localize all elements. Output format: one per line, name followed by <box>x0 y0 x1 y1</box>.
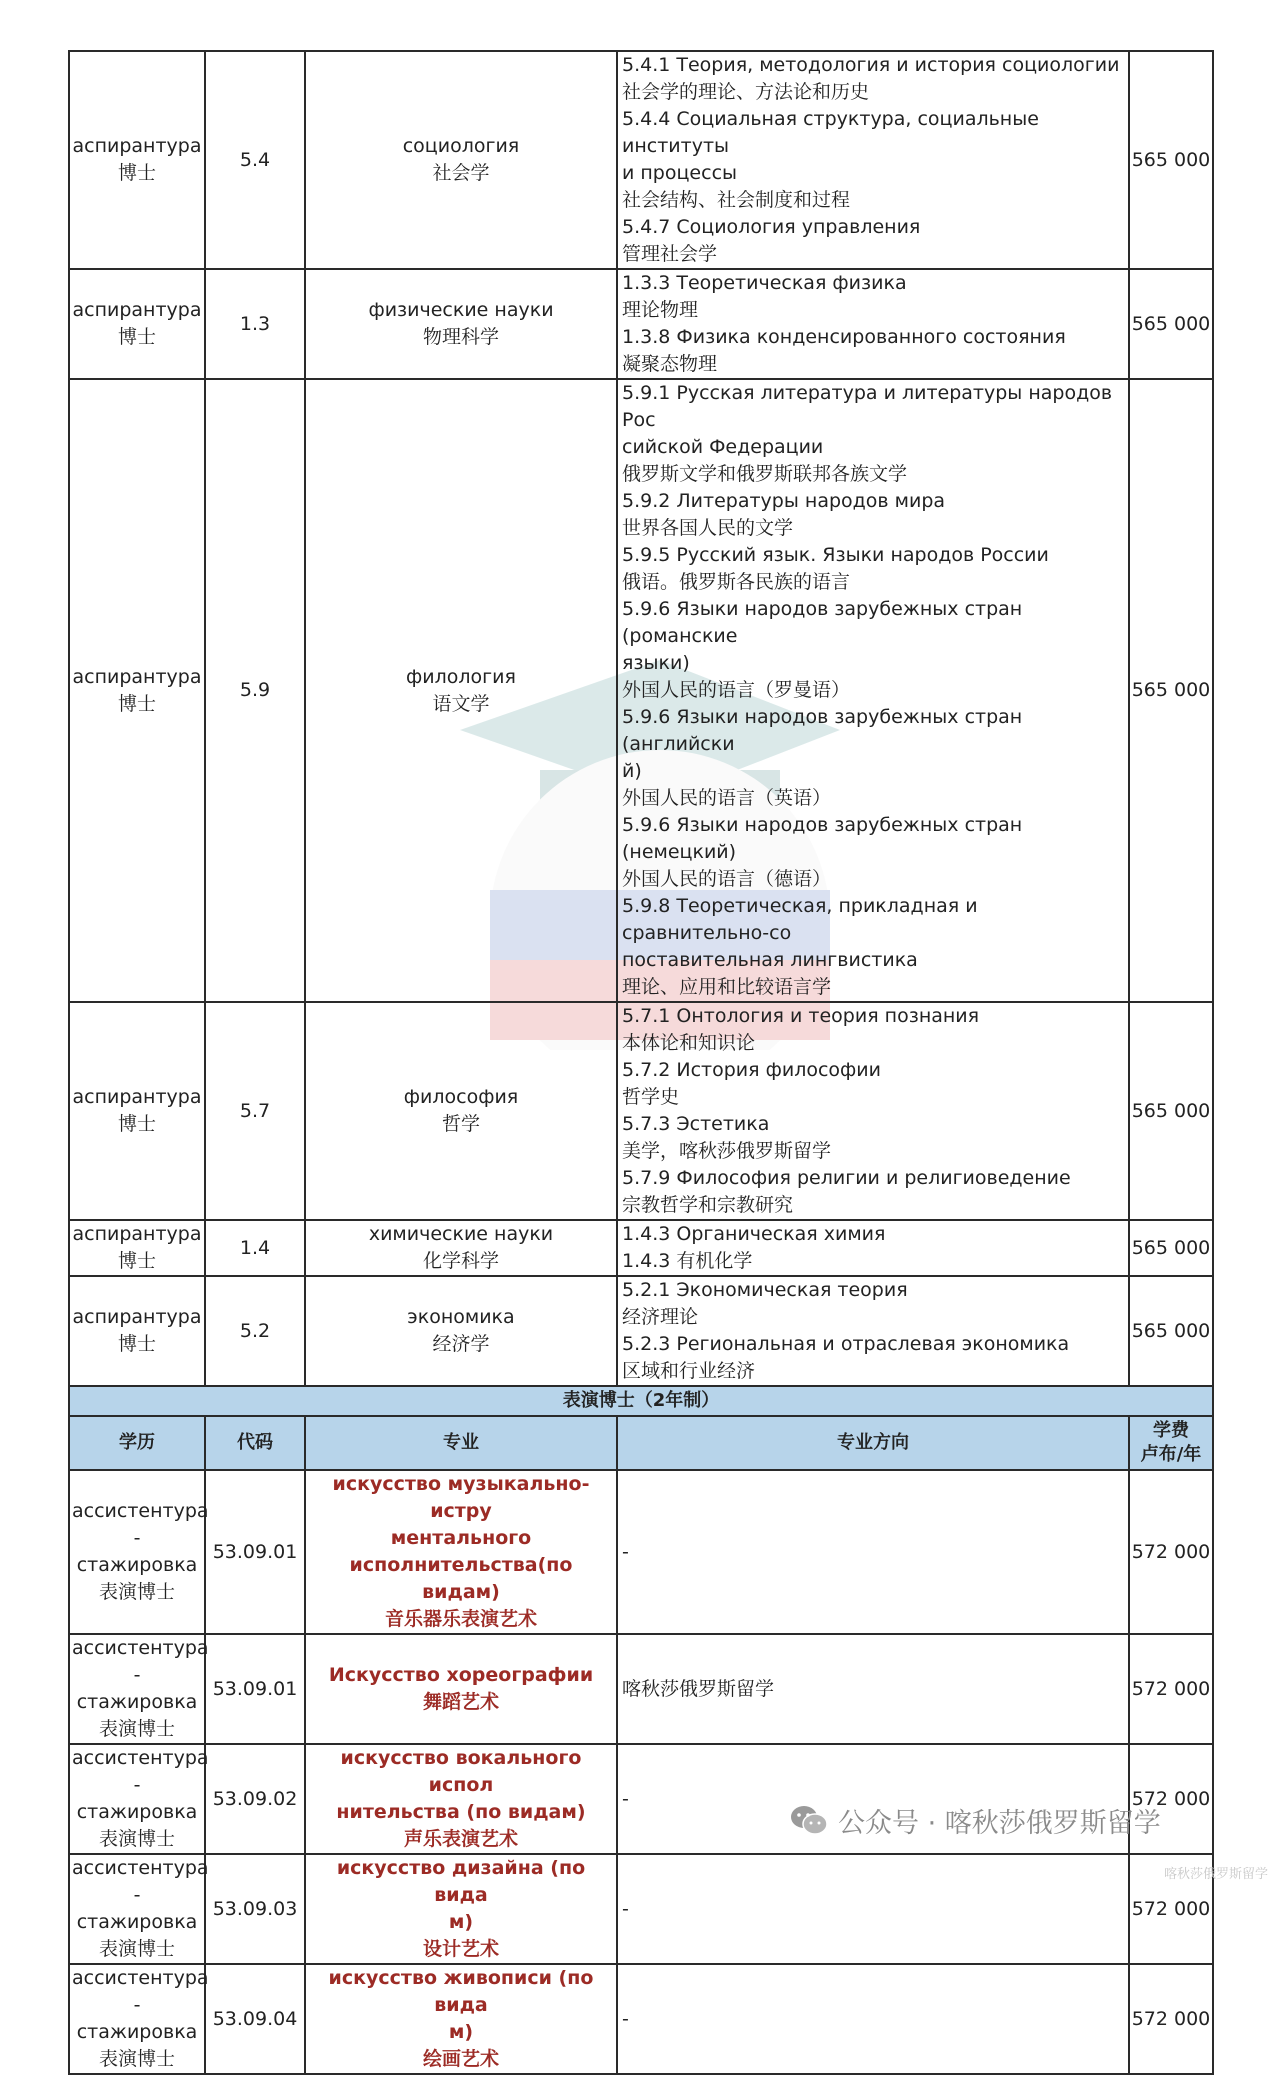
code-cell: 5.9 <box>205 379 305 1002</box>
major-cell: физические науки 物理科学 <box>305 269 617 379</box>
programs-table <box>68 50 1214 2075</box>
code-cell: 53.09.02 <box>205 1744 305 1854</box>
table-row <box>69 379 1213 1002</box>
fee-cell: 565 000 <box>1129 51 1213 269</box>
header-code: 代码 <box>205 1416 305 1470</box>
wechat-watermark <box>790 1800 1161 1840</box>
wechat-icon <box>790 1804 828 1836</box>
level-cell: ассистентура - стажировка 表演博士 <box>69 1744 205 1854</box>
code-cell: 53.09.03 <box>205 1854 305 1964</box>
code-cell: 1.4 <box>205 1220 305 1276</box>
section-title: 表演博士（2年制） <box>69 1386 1213 1416</box>
header-major: 专业 <box>305 1416 617 1470</box>
header-fee: 学费 卢布/年 <box>1129 1416 1213 1470</box>
code-cell: 53.09.04 <box>205 1964 305 2074</box>
table-row <box>69 1854 1213 1964</box>
code-cell: 53.09.01 <box>205 1470 305 1634</box>
major-cell: экономика 经济学 <box>305 1276 617 1386</box>
fee-cell: 565 000 <box>1129 269 1213 379</box>
art-programs-section <box>69 1386 1213 2074</box>
code-cell: 53.09.01 <box>205 1634 305 1744</box>
fee-cell: 572 000 <box>1129 1854 1213 1964</box>
level-cell: аспирантура 博士 <box>69 1220 205 1276</box>
table-row <box>69 1634 1213 1744</box>
code-cell: 5.4 <box>205 51 305 269</box>
header-direction: 专业方向 <box>617 1416 1129 1470</box>
direction-cell: 5.9.1 Русская литература и литературы народов Рос сийской Федерации 俄罗斯文学和俄罗斯联邦各族文学 5.9.2 Литературы народов мира 世界各国人民的文学 5.9.5 Русский язык. Языки народов России 俄语。俄罗斯各民族的语言 5.9.6 Языки народов зарубежных стран (романские языки) 外国人民的语言（罗曼语） 5.9.6 Языки народов зарубежных стран (английски й) 外国人民的语言（英语） 5.9.6 Языки народов зарубежных стран (немецкий) 外国人民的语言（德语） 5.9.8 Теоретическая, прикладная и сравнительно-со поставительная лингвистика 理论、应用和比较语言学 <box>617 379 1129 1002</box>
major-cell: социология 社会学 <box>305 51 617 269</box>
direction-cell: 1.3.3 Теоретическая физика 理论物理 1.3.8 Физика конденсированного состояния 凝聚态物理 <box>617 269 1129 379</box>
fee-cell: 572 000 <box>1129 1964 1213 2074</box>
table-row <box>69 269 1213 379</box>
table-row <box>69 51 1213 269</box>
direction-cell: - <box>617 1470 1129 1634</box>
table-row <box>69 1002 1213 1220</box>
level-cell: ассистентура - стажировка 表演博士 <box>69 1964 205 2074</box>
major-cell: искусство дизайна (по вида м) 设计艺术 <box>305 1854 617 1964</box>
level-cell: ассистентура - стажировка 表演博士 <box>69 1470 205 1634</box>
level-cell: ассистентура - стажировка 表演博士 <box>69 1854 205 1964</box>
level-cell: аспирантура 博士 <box>69 379 205 1002</box>
tuition-table-sheet <box>68 50 1212 2075</box>
table-header-row <box>69 1416 1213 1470</box>
fee-cell: 572 000 <box>1129 1470 1213 1634</box>
header-level: 学历 <box>69 1416 205 1470</box>
table-row <box>69 1964 1213 2074</box>
fee-cell: 572 000 <box>1129 1634 1213 1744</box>
direction-cell: 5.2.1 Экономическая теория 经济理论 5.2.3 Региональная и отраслевая экономика 区域和行业经济 <box>617 1276 1129 1386</box>
direction-cell: 5.7.1 Онтология и теория познания 本体论和知识论 5.7.2 История философии 哲学史 5.7.3 Эстетика 美学，喀秋莎俄罗斯留学 5.7.9 Философия религии и религиоведение 宗教哲学和宗教研究 <box>617 1002 1129 1220</box>
major-cell: искусство живописи (по вида м) 绘画艺术 <box>305 1964 617 2074</box>
level-cell: аспирантура 博士 <box>69 51 205 269</box>
table-row <box>69 1276 1213 1386</box>
direction-cell: 1.4.3 Органическая химия 1.4.3 有机化学 <box>617 1220 1129 1276</box>
direction-cell: - <box>617 1854 1129 1964</box>
code-cell: 5.7 <box>205 1002 305 1220</box>
major-cell: химические науки 化学科学 <box>305 1220 617 1276</box>
major-cell: филология 语文学 <box>305 379 617 1002</box>
fee-cell: 565 000 <box>1129 379 1213 1002</box>
table-row <box>69 1470 1213 1634</box>
level-cell: аспирантура 博士 <box>69 1002 205 1220</box>
direction-cell: 5.4.1 Теория, методология и история социологии 社会学的理论、方法论和历史 5.4.4 Социальная структура, социальные институты и процессы 社会结构、社会制度和过程 5.4.7 Социология управления 管理社会学 <box>617 51 1129 269</box>
major-cell: философия 哲学 <box>305 1002 617 1220</box>
direction-cell: - <box>617 1964 1129 2074</box>
watermark-text: 公众号 · 喀秋莎俄罗斯留学 <box>838 1807 1161 1839</box>
direction-cell: 喀秋莎俄罗斯留学 <box>617 1634 1129 1744</box>
major-cell: Искусство хореографии 舞蹈艺术 <box>305 1634 617 1744</box>
fee-cell: 565 000 <box>1129 1220 1213 1276</box>
regular-programs-section <box>69 51 1213 1386</box>
level-cell: аспирантура 博士 <box>69 1276 205 1386</box>
major-cell: искусство вокального испол нительства (по видам) 声乐表演艺术 <box>305 1744 617 1854</box>
section-title-row <box>69 1386 1213 1416</box>
fee-cell: 565 000 <box>1129 1002 1213 1220</box>
table-row <box>69 1220 1213 1276</box>
level-cell: ассистентура - стажировка 表演博士 <box>69 1634 205 1744</box>
major-cell: искусство музыкально-истру ментального исполнительства(по видам) 音乐器乐表演艺术 <box>305 1470 617 1634</box>
level-cell: аспирантура 博士 <box>69 269 205 379</box>
direction-cell: - <box>617 1744 1129 1854</box>
code-cell: 5.2 <box>205 1276 305 1386</box>
fee-cell: 572 000 <box>1129 1744 1213 1854</box>
corner-watermark: 喀秋莎俄罗斯留学 <box>1163 1867 1268 1882</box>
code-cell: 1.3 <box>205 269 305 379</box>
fee-cell: 565 000 <box>1129 1276 1213 1386</box>
